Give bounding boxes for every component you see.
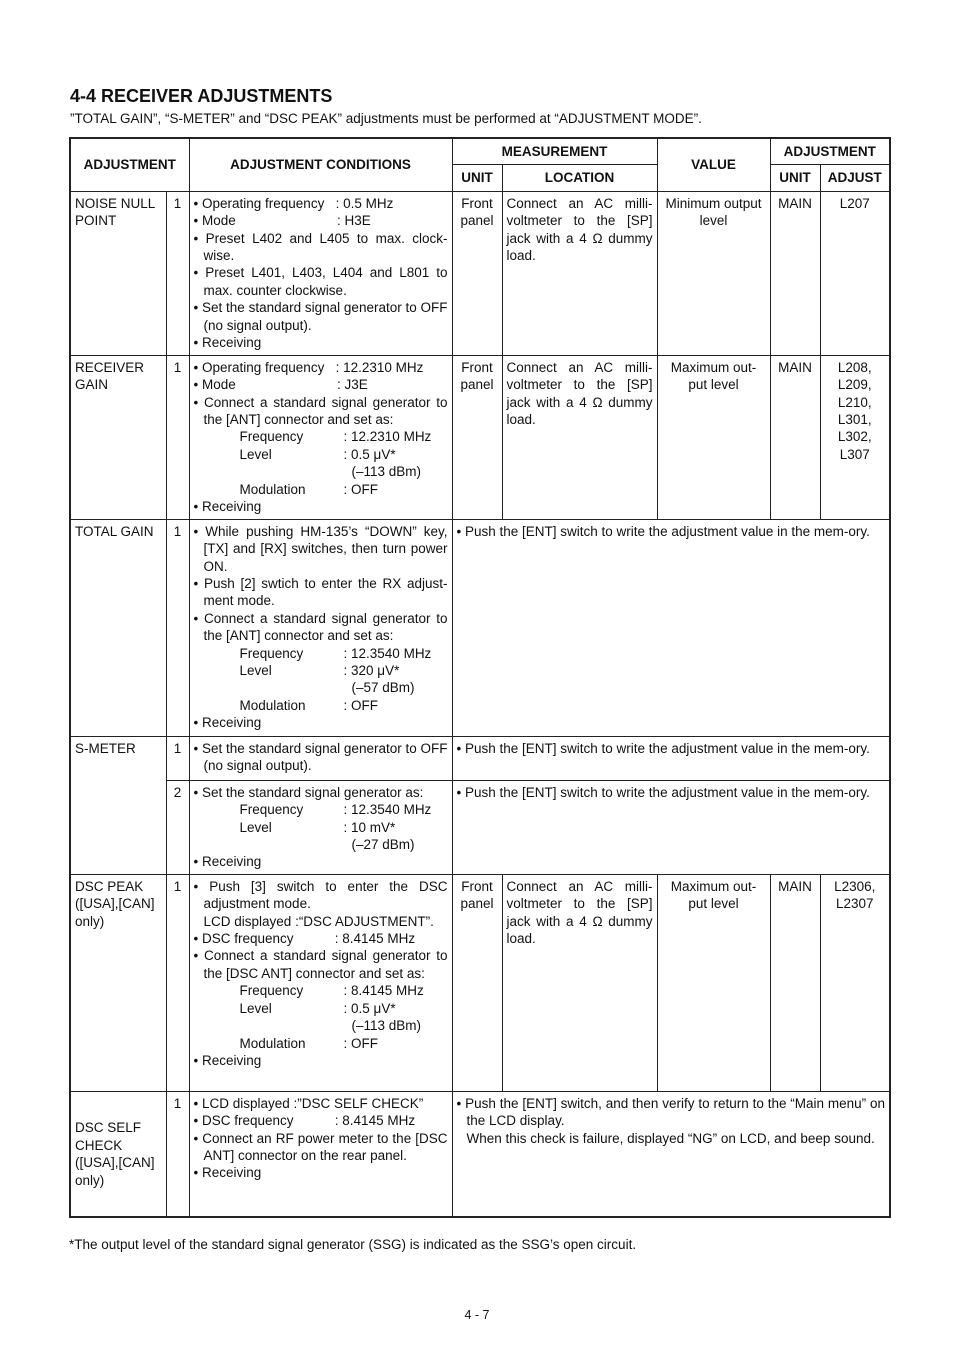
note-cell [452, 1091, 890, 1217]
adjust-item: L210, [837, 394, 872, 410]
setting-label: Frequency [239, 802, 304, 818]
step-number: 2 [166, 780, 189, 874]
adjust-cell [820, 874, 890, 1091]
setting-label: Frequency [239, 429, 304, 445]
condition-line: • Connect a standard signal generator to the [ANT] connector and set as: [193, 394, 448, 428]
conditions-cell [189, 736, 452, 780]
location-cell: Connect an AC milli-voltmeter to the [SP] jack with a 4 Ω dummy load. [502, 874, 657, 1091]
step-number: 1 [166, 736, 189, 780]
condition-line: • Preset L401, L403, L404 and L801 to max. counter clockwise. [193, 265, 448, 298]
setting-value: : 320 μV* [343, 663, 400, 679]
table-row [70, 736, 890, 780]
setting-value: : OFF [343, 697, 379, 713]
row-name: S-METER [70, 736, 166, 874]
row-name: NOISE NULL POINT [70, 191, 166, 355]
condition-line: • Receiving [193, 1052, 262, 1068]
conditions-cell [189, 191, 452, 355]
conditions-cell [189, 874, 452, 1091]
note-line: • Push the [ENT] switch, and then verify to return to the “Main menu” on the LCD display. [456, 1095, 886, 1129]
condition-line: • Preset L402 and L405 to max. clock-wise. [193, 230, 448, 264]
unit-cell: Front panel [452, 191, 502, 355]
setting-level [194, 662, 448, 679]
setting-value: : 8.4145 MHz [343, 983, 424, 999]
setting-label: Level [239, 819, 272, 835]
table-row [70, 780, 890, 874]
setting-label: Frequency [239, 645, 304, 661]
setting-value: : 0.5 μV* [343, 1000, 396, 1016]
conditions-cell [189, 780, 452, 874]
location-cell: Connect an AC milli-voltmeter to the [SP] jack with a 4 Ω dummy load. [502, 191, 657, 355]
row-name: RECEIVER GAIN [70, 355, 166, 519]
setting-dbm: (–27 dBm) [351, 837, 415, 853]
col-location: LOCATION [502, 165, 657, 191]
note-line: When this check is failure, displayed “NG” on LCD, and beep sound. [466, 1130, 875, 1146]
setting-value: : 0.5 μV* [343, 446, 396, 462]
condition-line: • Mode : H3E [193, 213, 371, 229]
setting-label: Level [239, 663, 272, 679]
condition-line: • Receiving [193, 335, 262, 351]
value-cell: Maximum out-put level [657, 355, 770, 519]
footnote: *The output level of the standard signal generator (SSG) is indicated as the SSG’s open circuit. [69, 1237, 637, 1252]
setting-modulation [194, 481, 448, 498]
setting-dbm: (–113 dBm) [351, 1018, 422, 1034]
adjust-item: L2306, [834, 878, 876, 894]
setting-level [194, 446, 448, 463]
setting-frequency [194, 801, 448, 818]
setting-value: : 12.2310 MHz [343, 429, 432, 445]
page-number: 4 - 7 [464, 1308, 490, 1322]
table-row [70, 874, 890, 1091]
header-row-1 [70, 138, 890, 165]
setting-modulation [194, 697, 448, 714]
adj-unit-cell: MAIN [770, 191, 820, 355]
step-number: 1 [166, 519, 189, 736]
setting-label: Modulation [239, 697, 306, 713]
adj-unit-cell: MAIN [770, 355, 820, 519]
condition-line: • Mode : J3E [193, 377, 368, 393]
adjust-item: L209, [837, 377, 872, 393]
section-title: 4-4 RECEIVER ADJUSTMENTS [70, 86, 333, 106]
setting-label: Frequency [239, 983, 304, 999]
note-cell [452, 519, 890, 736]
setting-value: : 12.3540 MHz [343, 645, 432, 661]
step-number: 1 [166, 874, 189, 1091]
col-measurement: MEASUREMENT [452, 138, 657, 165]
note-cell [452, 780, 890, 874]
condition-line: • Connect a standard signal generator to the [ANT] connector and set as: [193, 610, 448, 644]
note-line: • Push the [ENT] switch to write the adjustment value in the mem-ory. [456, 523, 870, 539]
step-number: 1 [166, 355, 189, 519]
setting-label: Level [239, 1000, 272, 1016]
col-unit: UNIT [452, 165, 502, 191]
condition-line: • Receiving [193, 715, 262, 731]
col-adjust: ADJUST [820, 165, 890, 191]
condition-line: • Receiving [193, 854, 262, 870]
setting-dbm: (–113 dBm) [351, 464, 422, 480]
intro-text: ”TOTAL GAIN”, “S-METER” and “DSC PEAK” adjustments must be performed at “ADJUSTMENT MODE”. [70, 111, 702, 126]
col-value: VALUE [657, 138, 770, 191]
setting-frequency [194, 645, 448, 662]
note-line: • Push the [ENT] switch to write the adjustment value in the mem-ory. [456, 740, 870, 756]
row-name: DSC PEAK ([USA],[CAN] only) [70, 874, 166, 1091]
col-adjustment: ADJUSTMENT [70, 138, 189, 191]
condition-line: • Set the standard signal generator to OFF (no signal output). [193, 300, 448, 333]
setting-dbm: (–57 dBm) [351, 680, 415, 696]
note-line: • Push the [ENT] switch to write the adjustment value in the mem-ory. [456, 784, 870, 800]
step-number: 1 [166, 191, 189, 355]
condition-line: • Connect an RF power meter to the [DSC ANT] connector on the rear panel. [193, 1130, 448, 1164]
condition-line: • Push [3] switch to enter the DSC adjustment mode. [193, 878, 448, 912]
adjust-cell: L207 [820, 191, 890, 355]
condition-line: • Set the standard signal generator as: [193, 784, 424, 800]
conditions-cell [189, 519, 452, 736]
adjustment-table [69, 137, 891, 1218]
condition-line: • Receiving [193, 499, 262, 515]
table-row [70, 355, 890, 519]
condition-line: • Operating frequency : 12.2310 MHz [193, 359, 424, 375]
condition-line: • While pushing HM-135’s “DOWN” key, [TX] and [RX] switches, then turn power ON. [193, 523, 448, 574]
setting-frequency [194, 982, 448, 999]
row-name: DSC SELF CHECK ([USA],[CAN] only) [70, 1091, 166, 1217]
setting-value: : 12.3540 MHz [343, 802, 432, 818]
condition-line: • Operating frequency : 0.5 MHz [193, 195, 394, 211]
row-name: TOTAL GAIN [70, 519, 166, 736]
setting-level [194, 1000, 448, 1017]
note-cell [452, 736, 890, 780]
setting-label: Modulation [239, 481, 306, 497]
setting-value: : 10 mV* [343, 819, 396, 835]
condition-line: • Set the standard signal generator to OFF (no signal output). [193, 740, 448, 774]
adjust-cell [820, 355, 890, 519]
col-conditions: ADJUSTMENT CONDITIONS [189, 138, 452, 191]
setting-label: Level [239, 446, 272, 462]
condition-line: • Receiving [193, 1165, 262, 1181]
unit-cell: Front panel [452, 355, 502, 519]
condition-line: • LCD displayed :”DSC SELF CHECK” [193, 1095, 424, 1111]
condition-line: • Push [2] swtich to enter the RX adjust-ment mode. [193, 576, 448, 609]
adjust-item: L302, [837, 429, 872, 445]
location-cell: Connect an AC milli-voltmeter to the [SP] jack with a 4 Ω dummy load. [502, 355, 657, 519]
adjust-item: L301, [837, 412, 872, 428]
condition-line: • Connect a standard signal generator to the [DSC ANT] connector and set as: [193, 948, 448, 981]
conditions-cell [189, 1091, 452, 1217]
table-row [70, 519, 890, 736]
setting-value: : OFF [343, 1035, 379, 1051]
setting-frequency [194, 428, 448, 445]
setting-value: : OFF [343, 481, 379, 497]
condition-line: LCD displayed :“DSC ADJUSTMENT”. [203, 913, 434, 929]
table-row [70, 1091, 890, 1217]
conditions-cell [189, 355, 452, 519]
condition-line: • DSC frequency : 8.4145 MHz [193, 1113, 416, 1129]
step-number: 1 [166, 1091, 189, 1217]
col-unit-2: UNIT [770, 165, 820, 191]
table-row [70, 191, 890, 355]
adjust-item: L307 [839, 446, 870, 462]
setting-label: Modulation [239, 1035, 306, 1051]
value-cell: Maximum out-put level [657, 874, 770, 1091]
adjust-item: L208, [837, 359, 872, 375]
col-adjustment-2: ADJUSTMENT [770, 138, 890, 165]
condition-line: • DSC frequency : 8.4145 MHz [193, 931, 416, 947]
setting-level [194, 819, 448, 836]
adj-unit-cell: MAIN [770, 874, 820, 1091]
value-cell: Minimum output level [657, 191, 770, 355]
setting-modulation [194, 1035, 448, 1052]
adjust-item: L2307 [836, 896, 874, 912]
unit-cell: Front panel [452, 874, 502, 1091]
